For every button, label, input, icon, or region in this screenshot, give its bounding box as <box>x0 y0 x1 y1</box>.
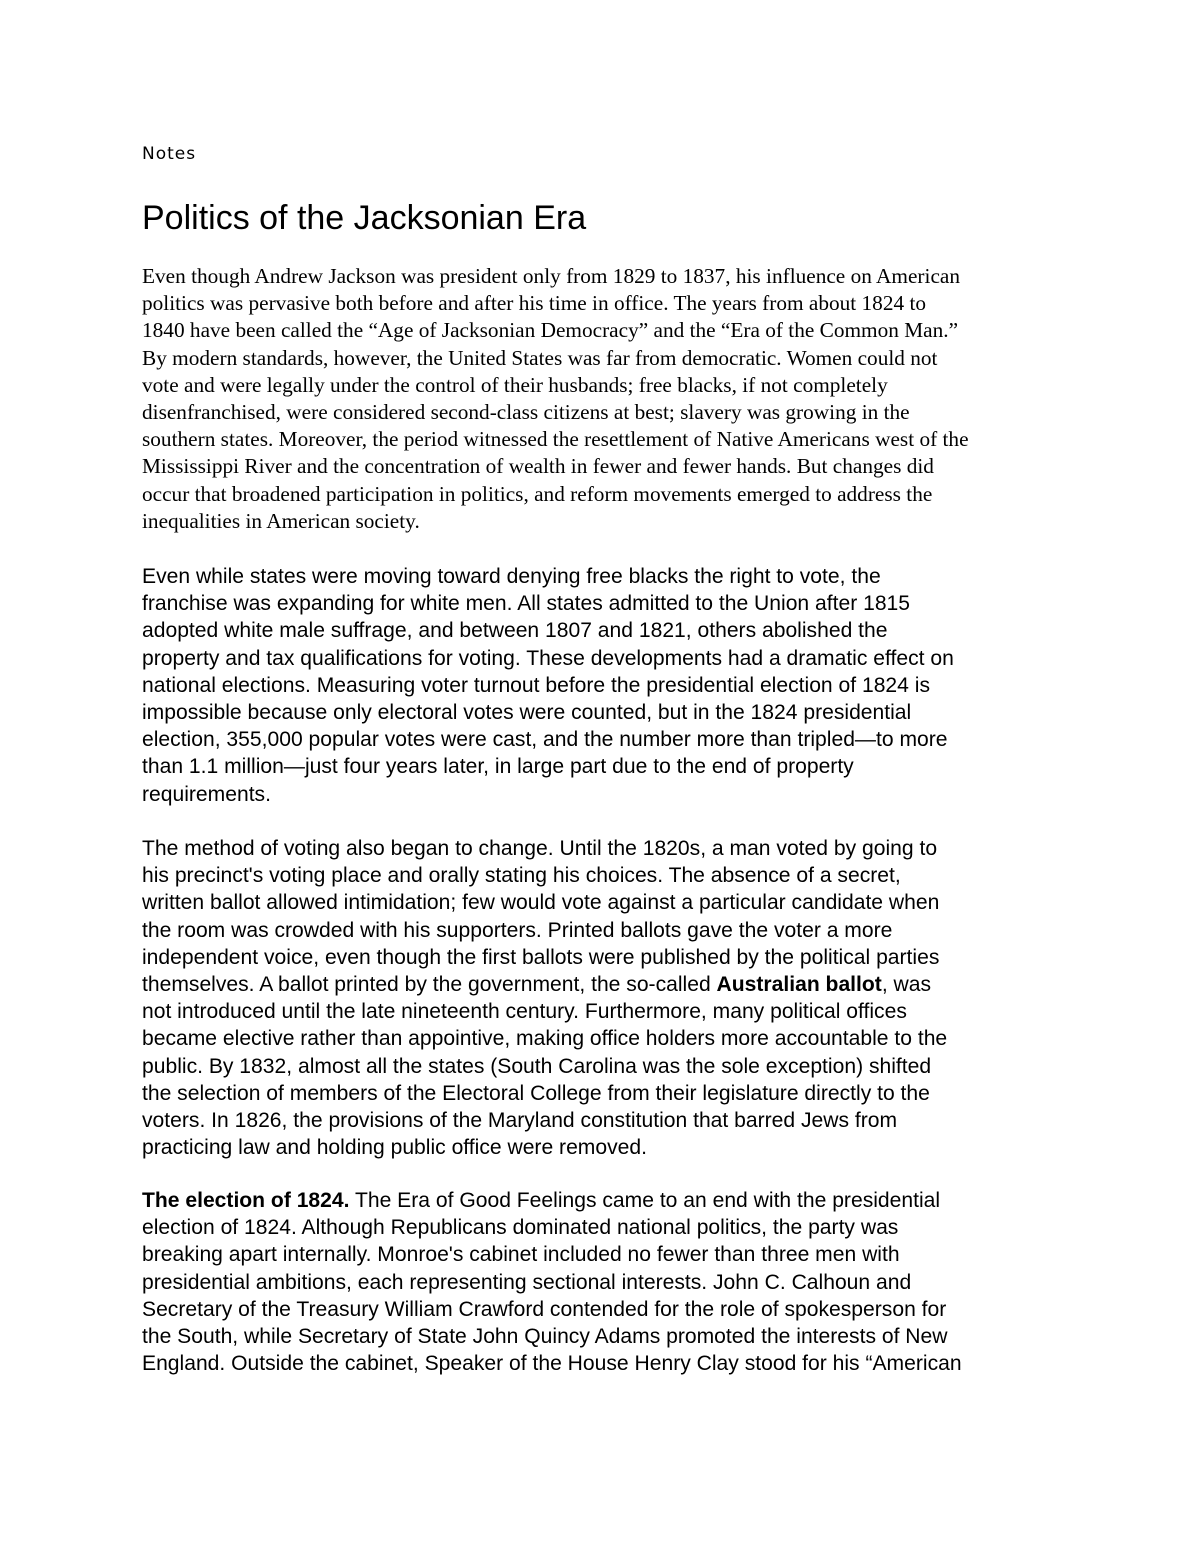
text-line: Even while states were moving toward denying free blacks the right to vote, the <box>142 565 881 588</box>
text-line: the selection of members of the Electoral College from their legislature directly to the <box>142 1081 930 1105</box>
text-line: breaking apart internally. Monroe's cabinet included no fewer than three men with <box>142 1243 900 1267</box>
text-line: public. By 1832, almost all the states (South Carolina was the sole exception) shifted <box>142 1054 932 1078</box>
text-line: national elections. Measuring voter turnout before the presidential election of 1824 is <box>142 673 930 697</box>
paragraph-voting-method <box>142 835 1062 1161</box>
text-line: his precinct's voting place and orally stating his choices. The absence of a secret, <box>142 864 901 888</box>
text-line: presidential ambitions, each representing sectional interests. John C. Calhoun and <box>142 1270 912 1294</box>
text-line: the South, while Secretary of State John Quincy Adams promoted the interests of New <box>142 1325 948 1349</box>
text-line: election of 1824. Although Republicans dominated national politics, the party was <box>142 1216 899 1240</box>
paragraph-suffrage <box>142 563 1062 808</box>
document-title: Politics of the Jacksonian Era <box>142 199 587 237</box>
text-line: independent voice, even though the first ballots were published by the political parties <box>142 945 940 969</box>
text-line: inequalities in American society. <box>142 508 420 533</box>
text-line-with-heading <box>142 1187 1062 1214</box>
text-line: disenfranchised, were considered second-class citizens at best; slavery was growing in the <box>142 400 910 425</box>
notes-label: Notes <box>142 144 197 164</box>
text-fragment: , was <box>881 973 932 997</box>
text-fragment: The Era of Good Feelings came to an end with the presidential <box>349 1189 941 1212</box>
text-line: voters. In 1826, the provisions of the Maryland constitution that barred Jews from <box>142 1109 898 1133</box>
text-line: southern states. Moreover, the period witnessed the resettlement of Native Americans west of the <box>142 427 969 452</box>
text-line: politics was pervasive both before and after his time in office. The years from about 1824 to <box>142 291 927 316</box>
text-line: 1840 have been called the “Age of Jacksonian Democracy” and the “Era of the Common Man.” <box>142 318 959 343</box>
text-line: franchise was expanding for white men. All states admitted to the Union after 1815 <box>142 592 911 616</box>
text-line: vote and were legally under the control of their husbands; free blacks, if not completely <box>142 372 888 397</box>
text-line: the room was crowded with his supporters. Printed ballots gave the voter a more <box>142 918 893 942</box>
text-line-with-term <box>142 971 1062 998</box>
text-line: not introduced until the late nineteenth century. Furthermore, many political offices <box>142 1000 907 1024</box>
text-line: The method of voting also began to change. Until the 1820s, a man voted by going to <box>142 837 938 860</box>
paragraph-election-1824 <box>142 1187 1062 1377</box>
text-line: adopted white male suffrage, and between 1807 and 1821, others abolished the <box>142 619 888 643</box>
text-line: occur that broadened participation in politics, and reform movements emerged to address the <box>142 481 933 506</box>
text-line: impossible because only electoral votes were counted, but in the 1824 presidential <box>142 701 912 725</box>
text-line: requirements. <box>142 782 271 806</box>
text-line: than 1.1 million—just four years later, in large part due to the end of property <box>142 755 854 779</box>
paragraph-intro <box>142 263 1062 535</box>
text-fragment: themselves. A ballot printed by the government, the so-called <box>142 973 717 997</box>
text-line: election, 355,000 popular votes were cast, and the number more than tripled—to more <box>142 728 948 752</box>
bold-term: Australian ballot <box>716 973 882 997</box>
inline-heading: The election of 1824. <box>142 1189 350 1212</box>
text-line: By modern standards, however, the United States was far from democratic. Women could not <box>142 345 938 370</box>
text-line: England. Outside the cabinet, Speaker of the House Henry Clay stood for his “American <box>142 1352 962 1376</box>
text-line: became elective rather than appointive, making office holders more accountable to the <box>142 1027 948 1051</box>
text-line: Secretary of the Treasury William Crawford contended for the role of spokesperson for <box>142 1297 947 1321</box>
text-line: practicing law and holding public office were removed. <box>142 1136 647 1160</box>
text-line: property and tax qualifications for voting. These developments had a dramatic effect on <box>142 646 954 670</box>
text-line: written ballot allowed intimidation; few would vote against a particular candidate when <box>142 891 940 915</box>
text-line: Mississippi River and the concentration of wealth in fewer and fewer hands. But changes did <box>142 454 934 479</box>
text-line: Even though Andrew Jackson was president only from 1829 to 1837, his influence on American <box>142 264 960 288</box>
